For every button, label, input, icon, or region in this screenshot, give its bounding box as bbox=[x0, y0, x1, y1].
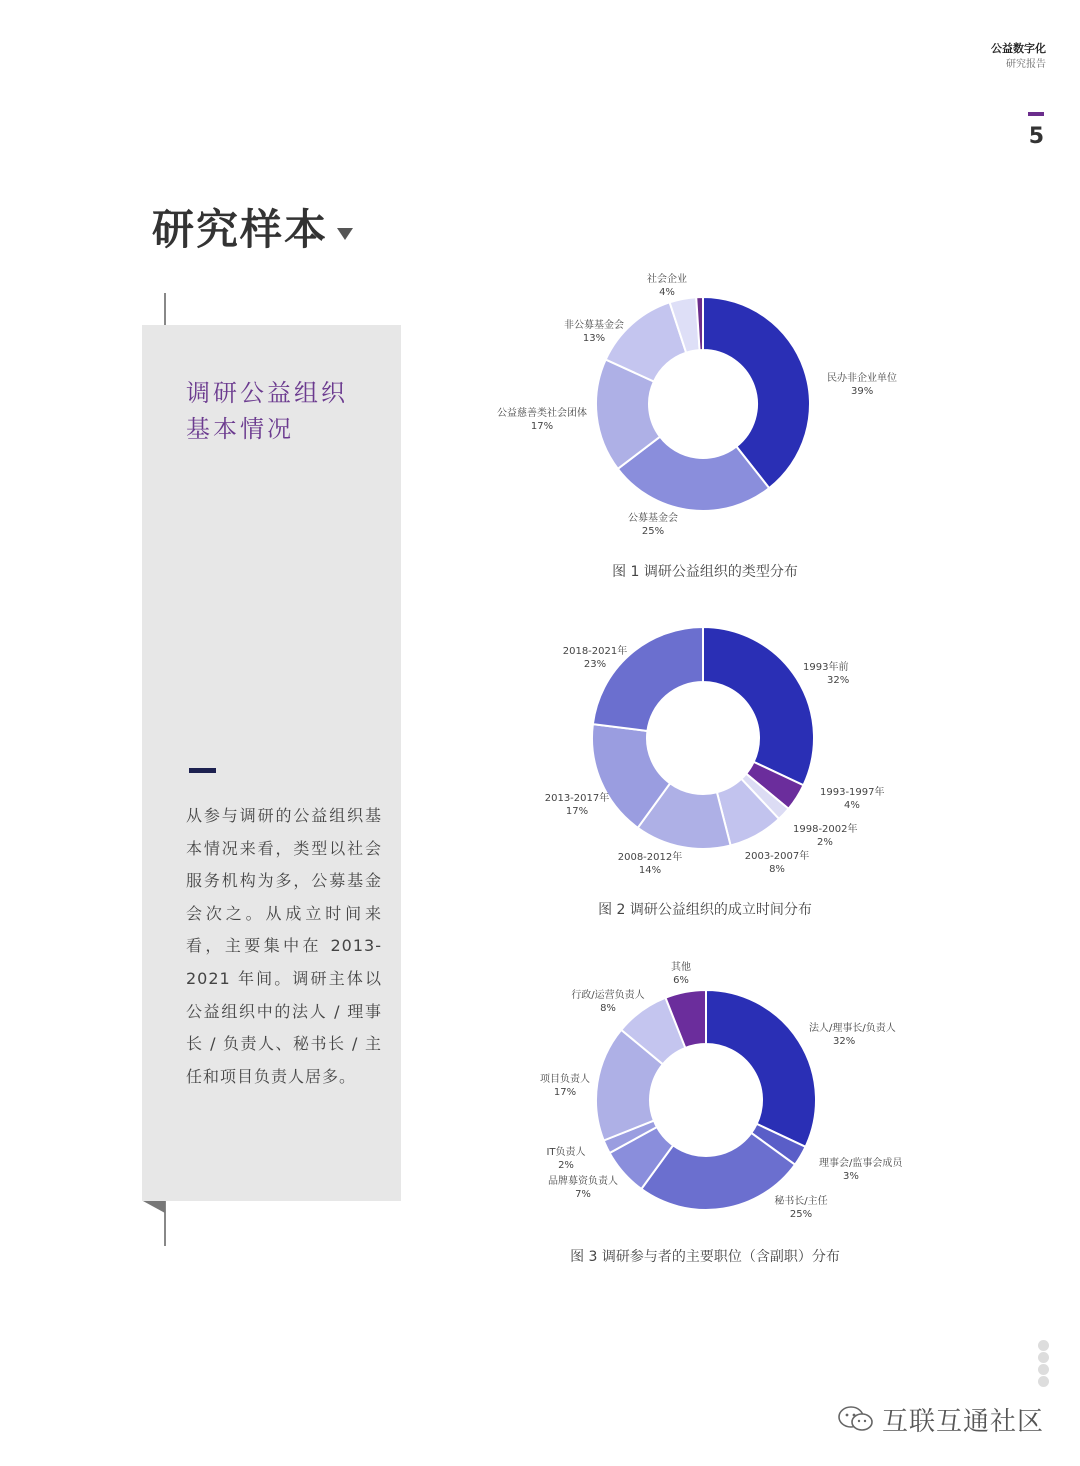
chart-caption: 图 3 调研参与者的主要职位（含副职）分布 bbox=[570, 1249, 840, 1265]
panel-heading-line: 调研公益组织 bbox=[186, 379, 348, 407]
slice-label: 民办非企业单位 bbox=[827, 373, 897, 384]
slice-label: 项目负责人 bbox=[540, 1074, 590, 1085]
slice-label: 2013-2017年 bbox=[544, 793, 610, 804]
slice-percent: 32% bbox=[833, 1036, 856, 1047]
panel-heading-line: 基本情况 bbox=[186, 415, 294, 443]
founding-year-chart bbox=[470, 610, 940, 885]
pie-slice bbox=[593, 627, 703, 731]
slice-percent: 25% bbox=[641, 526, 665, 537]
slice-label: 1993年前 bbox=[803, 662, 849, 673]
slice-percent: 17% bbox=[530, 421, 554, 432]
slice-percent: 7% bbox=[575, 1189, 591, 1200]
scroll-dot bbox=[1038, 1340, 1049, 1351]
slice-percent: 17% bbox=[553, 1087, 577, 1098]
slice-label: 其他 bbox=[671, 962, 691, 973]
chart-caption: 图 2 调研公益组织的成立时间分布 bbox=[598, 902, 812, 918]
slice-percent: 8% bbox=[769, 864, 785, 875]
slice-label: 2018-2021年 bbox=[562, 646, 628, 657]
slice-percent: 39% bbox=[851, 386, 874, 397]
triangle-down-icon bbox=[337, 228, 353, 240]
slice-percent: 6% bbox=[673, 975, 689, 986]
report-title: 公益数字化 bbox=[991, 42, 1046, 55]
slice-percent: 17% bbox=[565, 806, 589, 817]
type-distribution-chart bbox=[470, 270, 940, 550]
slice-percent: 25% bbox=[789, 1209, 813, 1220]
slice-label: 社会企业 bbox=[647, 274, 687, 285]
slice-label: 行政/运营负责人 bbox=[571, 990, 645, 1001]
scroll-dot bbox=[1038, 1364, 1049, 1375]
page-number: 5 bbox=[1028, 124, 1044, 149]
watermark-text: 互联互通社区 bbox=[881, 1406, 1044, 1437]
scroll-dot bbox=[1038, 1376, 1049, 1387]
report-subtitle: 研究报告 bbox=[1006, 59, 1046, 70]
slice-label: 公募基金会 bbox=[628, 513, 678, 524]
page-accent-bar bbox=[1028, 112, 1044, 116]
slice-label: 品牌募资负责人 bbox=[548, 1176, 618, 1187]
slice-label: 理事会/监事会成员 bbox=[819, 1158, 903, 1169]
panel-heading bbox=[186, 375, 348, 447]
slice-percent: 14% bbox=[638, 865, 662, 876]
slice-percent: 23% bbox=[583, 659, 607, 670]
slice-percent: 4% bbox=[844, 800, 860, 811]
chart-caption: 图 1 调研公益组织的类型分布 bbox=[612, 564, 798, 580]
section-title: 研究样本 bbox=[152, 205, 329, 254]
slice-label: 秘书长/主任 bbox=[774, 1196, 828, 1207]
watermark bbox=[836, 1402, 1044, 1436]
slice-label: 2008-2012年 bbox=[617, 852, 683, 863]
panel-dash bbox=[189, 768, 216, 773]
position-distribution-chart bbox=[470, 958, 940, 1228]
pie-slice bbox=[703, 627, 814, 785]
slice-label: 公益慈善类社会团体 bbox=[497, 408, 587, 419]
slice-percent: 2% bbox=[817, 837, 833, 848]
panel-fold-corner bbox=[143, 1201, 165, 1213]
slice-percent: 4% bbox=[659, 287, 675, 298]
slice-label: 2003-2007年 bbox=[744, 851, 810, 862]
pie-slice bbox=[706, 990, 816, 1147]
slice-percent: 13% bbox=[582, 333, 606, 344]
slice-percent: 8% bbox=[600, 1003, 616, 1014]
slice-label: IT负责人 bbox=[546, 1147, 586, 1158]
scroll-indicator bbox=[1038, 1340, 1049, 1388]
wechat-icon bbox=[836, 1404, 876, 1434]
slice-label: 非公募基金会 bbox=[564, 320, 624, 331]
slice-percent: 3% bbox=[843, 1171, 859, 1182]
panel-body-text: 从参与调研的公益组织基本情况来看，类型以社会服务机构为多，公募基金会次之。从成立时间来看，主要集中在 2013-2021 年间。调研主体以公益组织中的法人 / 理事长 / 负责人、秘书长 / 主任和项目负责人居多。 bbox=[186, 806, 382, 1086]
slice-percent: 32% bbox=[827, 675, 850, 686]
slice-label: 法人/理事长/负责人 bbox=[809, 1023, 896, 1034]
scroll-dot bbox=[1038, 1352, 1049, 1363]
slice-label: 1998-2002年 bbox=[793, 824, 858, 835]
divider-line bbox=[164, 293, 166, 325]
slice-label: 1993-1997年 bbox=[820, 787, 885, 798]
slice-percent: 2% bbox=[558, 1160, 574, 1171]
